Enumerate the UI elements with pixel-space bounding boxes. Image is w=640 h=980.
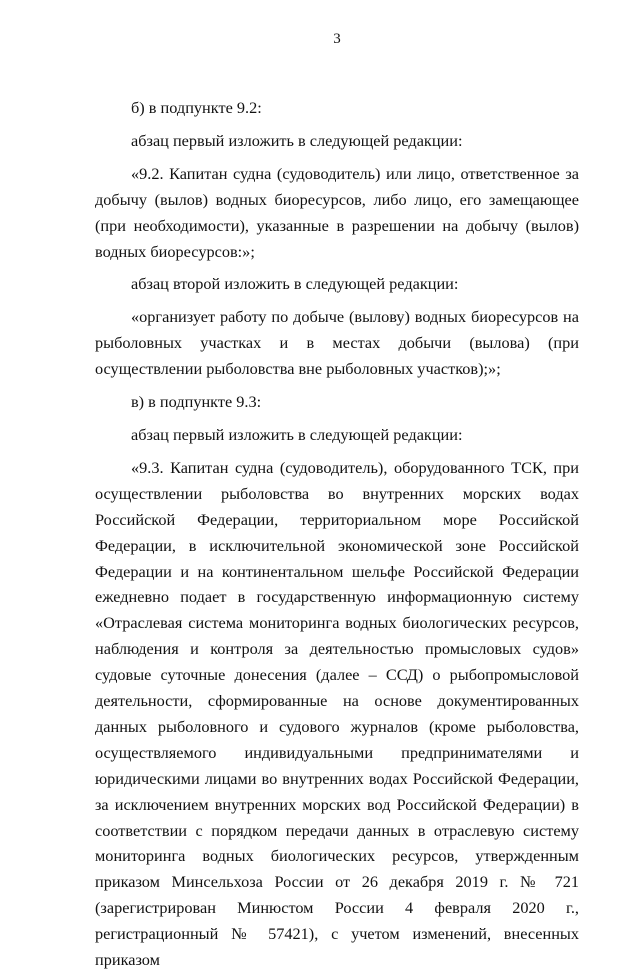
paragraph-quote-9-3: «9.3. Капитан судна (судоводитель), оборудованного ТСК, при осуществлении рыболовства во внутренних морских водах Российской Федерации, территориальном море Российской Федерации, в исключительной экономической зоне Российской Федерации и на континентальном шельфе Российской Федерации ежедневно подает в государственную информационную систему «Отраслевая система мониторинга водных биологических ресурсов, наблюдения и контроля за деятельностью промысловых судов» судовые суточные донесения (далее – ССД) о рыбопромысловой деятельности, сформированные на основе документированных данных рыболовного и судового журналов (кроме рыболовства, осуществляемого индивидуальными предпринимателями и юридическими лицами во внутренних водах Российской Федерации, за исключением внутренних морских вод Российской Федерации) в соответствии с порядком передачи данных в отраслевую систему мониторинга водных биологических ресурсов, утвержденным приказом Минсельхоза России от 26 декабря 2019 г. № 721 (зарегистрирован Минюстом России 4 февраля 2020 г., регистрационный № 57421), с учетом изменений, внесенных приказом <box>95 457 579 970</box>
paragraph-subitem-v: в) в подпункте 9.3: <box>131 392 262 412</box>
paragraph-instruction-second-abzac: абзац второй изложить в следующей редакции: <box>131 274 459 294</box>
page-number: 3 <box>333 31 341 47</box>
paragraph-instruction-first-abzac: абзац первый изложить в следующей редакции: <box>131 130 463 150</box>
paragraph-subitem-b: б) в подпункте 9.2: <box>131 98 262 117</box>
paragraph-quote-organize: «организует работу по добыче (вылову) водных биоресурсов на рыболовных участках и в местах добычи (вылова) (при осуществлении рыболовства вне рыболовных участков);»; <box>95 307 579 379</box>
paragraph-quote-9-2: «9.2. Капитан судна (судоводитель) или лицо, ответственное за добычу (вылов) водных биоресурсов, либо лицо, его замещающее (при необходимости), указанные в разрешении на добычу (вылов) водных биоресурсов:»; <box>95 163 579 261</box>
paragraph-instruction-first-abzac-2: абзац первый изложить в следующей редакции: <box>131 424 463 444</box>
document-body <box>95 95 579 980</box>
